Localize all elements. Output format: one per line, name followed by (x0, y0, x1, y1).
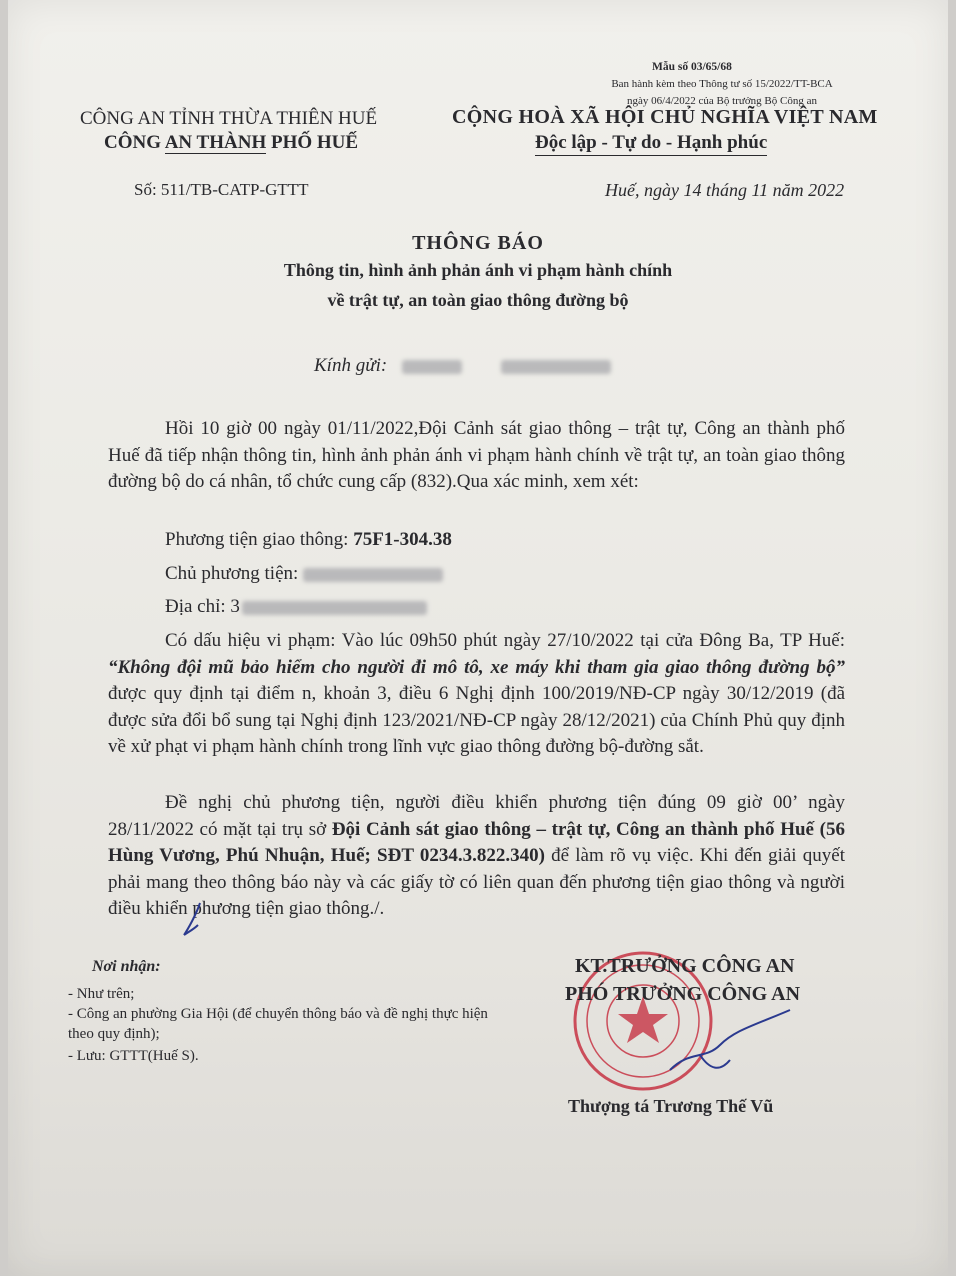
national-title: CỘNG HOÀ XÃ HỘI CHỦ NGHĨA VIỆT NAM (452, 106, 878, 128)
signer-name: Thượng tá Trương Thế Vũ (568, 1096, 774, 1116)
violation-paragraph (108, 628, 845, 761)
issued-note-line-2: ngày 06/4/2022 của Bộ trưởng Bộ Công an (627, 95, 817, 107)
violation-quote: “Không đội mũ bảo hiểm cho người đi mô tô, xe máy khi tham gia giao thông đường bộ” (108, 656, 845, 678)
document-title: THÔNG BÁO (412, 232, 544, 254)
owner-label: Chủ phương tiện: (165, 563, 304, 584)
parent-organization: CÔNG AN TỈNH THỪA THIÊN HUẾ (80, 108, 378, 129)
recipient-item: - Lưu: GTTT(Huế S). (68, 1048, 199, 1064)
form-number: Mẫu số 03/65/68 (652, 61, 732, 73)
recipient-item: - Công an phường Gia Hội (để chuyển thông báo và đề nghị thực hiện theo quy định); (68, 1006, 488, 1042)
issued-note (560, 76, 884, 110)
recipients-title: Nơi nhận: (92, 958, 161, 975)
vehicle-plate: 75F1-304.38 (353, 529, 452, 550)
redacted-name (402, 360, 462, 374)
recipient-item: - Như trên; (68, 986, 135, 1002)
owner-line (165, 561, 443, 588)
document-date: Huế, ngày 14 tháng 11 năm 2022 (605, 180, 845, 200)
signature-title-2: PHÓ TRƯỞNG CÔNG AN (565, 983, 801, 1005)
recipient-label: Kính gửi: (314, 355, 388, 376)
signature-title-1: KT.TRƯỞNG CÔNG AN (575, 955, 795, 977)
violation-text: được quy định tại điểm n, khoản 3, điều 6 Nghị định 100/2019/NĐ-CP ngày 30/12/2019 (đã được sửa đổi bổ sung tại Nghị định 123/2021/NĐ-CP ngày 28/12/2021) của Chính Phủ quy định về xử phạt vi phạm hành chính trong lĩnh vực giao thông đường bộ-đường sắt. (108, 683, 845, 757)
redacted-address (242, 601, 427, 615)
address-label: Địa chỉ: 3 (165, 596, 240, 617)
org-name-part: CÔNG (104, 132, 165, 153)
document-number: Số: 511/TB-CATP-GTTT (134, 180, 309, 199)
intro-paragraph: Hồi 10 giờ 00 ngày 01/11/2022,Đội Cảnh sát giao thông – trật tự, Công an thành phố Huế đã tiếp nhận thông tin, hình ảnh phản ánh vi phạm hành chính về trật tự, an toàn giao thông đường bộ do cá nhân, tổ chức cung cấp (832).Qua xác minh, xem xét: (108, 418, 845, 492)
vehicle-label: Phương tiện giao thông: (165, 529, 354, 550)
request-text: để làm rõ vụ việc. Khi đến giải quyết phải mang theo thông báo này và các giấy tờ có liên quan đến phương tiện giao thông và người điều khiển phương tiện giao thông./. (108, 845, 845, 919)
violation-text: Có dấu hiệu vi phạm: Vào lúc 09h50 phút ngày 27/10/2022 tại cửa Đông Ba, TP Huế: (165, 630, 845, 651)
request-text: Đề nghị chủ phương tiện, người điều khiển phương tiện đúng 09 giờ 00’ ngày 28/11/2022 có mặt tại trụ sở (108, 792, 845, 840)
issuing-organization (104, 132, 358, 154)
org-name-part: PHỐ HUẾ (266, 132, 359, 153)
request-location: Đội Cảnh sát giao thông – trật tự, Công an thành phố Huế (56 Hùng Vương, Phú Nhuận, Huế; SĐT 0234.3.822.340) (108, 818, 845, 866)
redacted-name (501, 360, 611, 374)
recipient-greeting (314, 355, 611, 377)
pen-mark (170, 895, 230, 940)
issued-note-line-1: Ban hành kèm theo Thông tư số 15/2022/TT-BCA (611, 78, 833, 90)
document-subtitle-2: về trật tự, an toàn giao thông đường bộ (327, 290, 629, 310)
document-subtitle-1: Thông tin, hình ảnh phản ánh vi phạm hành chính (283, 260, 673, 280)
address-line (165, 594, 427, 621)
redacted-owner (303, 568, 443, 582)
vehicle-line (165, 527, 452, 554)
handwritten-signature (660, 1000, 800, 1090)
org-name-underlined: AN THÀNH (164, 132, 267, 153)
national-motto: Độc lập - Tự do - Hạnh phúc (535, 132, 767, 156)
